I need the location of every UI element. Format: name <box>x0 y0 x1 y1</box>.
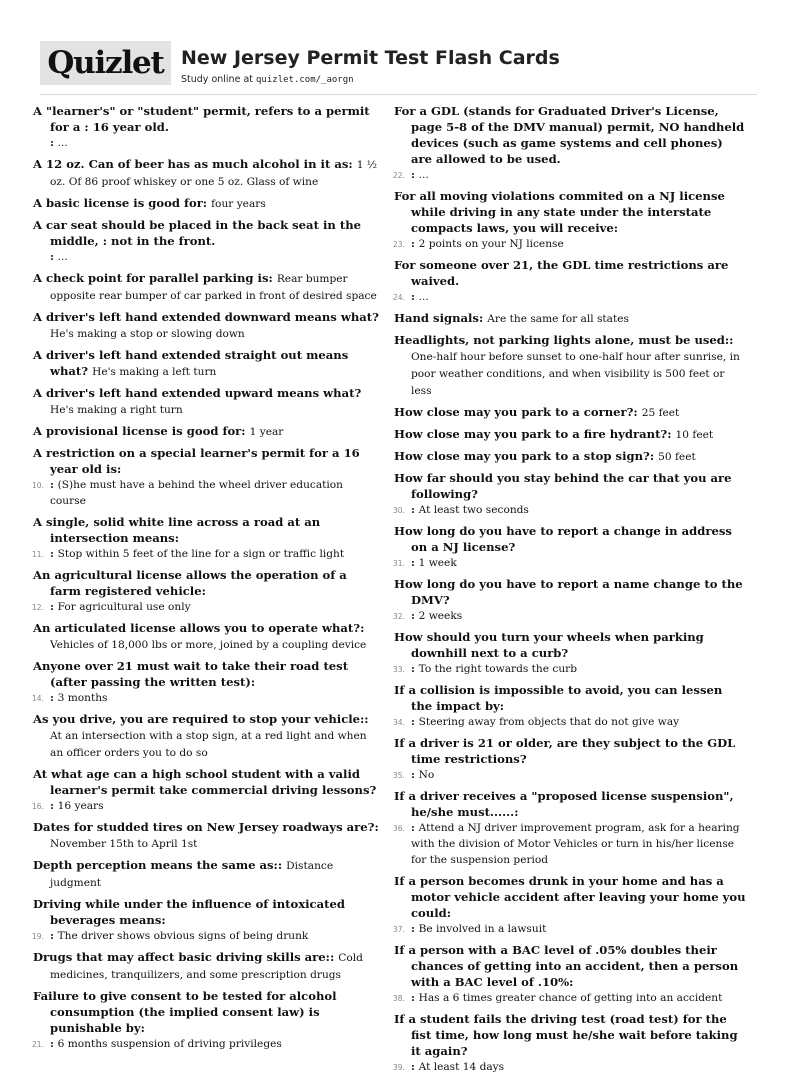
card-term <box>394 873 746 921</box>
card-definition: 1 year <box>249 426 284 438</box>
card-definition: Rear bumper opposite rear bumper of car parked in front of desired space <box>50 273 377 302</box>
flash-card <box>33 514 380 562</box>
card-definition-row <box>394 714 746 730</box>
card-term-text: If a student fails the driving test (road test) for the fist time, how long must he/she wait before taking it again? <box>394 1012 738 1058</box>
header-divider <box>40 94 757 95</box>
flash-card <box>33 385 380 418</box>
cards-column-right <box>394 103 746 1080</box>
card-colon: : <box>411 1061 419 1073</box>
card-term <box>33 949 380 983</box>
card-term <box>394 448 746 465</box>
card-colon: : <box>411 822 419 834</box>
card-term <box>33 156 380 190</box>
card-term <box>33 988 380 1036</box>
card-definition: Stop within 5 feet of the line for a sign or traffic light <box>57 548 345 560</box>
flash-card <box>394 682 746 730</box>
card-definition-row <box>33 135 380 151</box>
card-definition-row <box>394 1059 746 1075</box>
card-colon: : <box>50 692 58 704</box>
flash-card <box>394 310 746 327</box>
card-term-text: A check point for parallel parking is: <box>33 271 273 285</box>
flash-card <box>33 270 380 304</box>
card-definition: Are the same for all states <box>487 313 629 325</box>
card-number: 34. <box>393 718 405 727</box>
card-definition: No <box>418 769 435 781</box>
card-colon: : <box>411 238 419 250</box>
study-url-link[interactable]: quizlet.com/_aorgn <box>256 75 354 85</box>
card-term-text: An agricultural license allows the operation of a farm registered vehicle: <box>33 568 347 598</box>
card-definition: 3 months <box>57 692 108 704</box>
card-term-text: At what age can a high school student with a valid learner's permit take commercial driving lessons? <box>33 767 377 797</box>
card-colon: : <box>411 557 419 569</box>
card-definition-row <box>394 608 746 624</box>
card-term <box>33 217 380 249</box>
card-definition: To the right towards the curb <box>418 663 577 675</box>
flash-card <box>33 347 380 380</box>
card-colon: : <box>411 769 419 781</box>
card-definition-row <box>394 767 746 783</box>
card-term-text: How long do you have to report a change in address on a NJ license? <box>394 524 732 554</box>
card-definition: 1 ½ oz. Of 86 proof whiskey or one 5 oz. Glass of wine <box>50 159 378 188</box>
card-term <box>394 682 746 714</box>
card-term <box>33 857 380 891</box>
page-header <box>40 41 757 87</box>
card-term-text: A restriction on a special learner's permit for a 16 year old is: <box>33 446 360 476</box>
card-colon: : <box>411 923 419 935</box>
card-colon: : <box>50 800 58 812</box>
card-term-text: An articulated license allows you to operate what?: <box>33 621 365 635</box>
card-colon: : <box>50 930 58 942</box>
card-definition: He's making a left turn <box>92 366 217 378</box>
card-term <box>394 426 746 443</box>
card-term <box>394 404 746 421</box>
card-number: 21. <box>32 1040 44 1049</box>
card-term-text: A basic license is good for: <box>33 196 208 210</box>
card-term-text: Drugs that may affect basic driving skills are:: <box>33 950 335 964</box>
card-definition: Has a 6 times greater chance of getting into an accident <box>418 992 723 1004</box>
flash-card <box>33 156 380 190</box>
card-definition: ... <box>57 251 68 263</box>
card-term-text: A driver's left hand extended upward means what? <box>33 386 362 400</box>
card-number: 33. <box>393 665 405 674</box>
card-definition: ... <box>418 169 429 181</box>
card-term-text: How close may you park to a fire hydrant?: <box>394 427 672 441</box>
card-term <box>33 423 380 440</box>
card-colon: : <box>411 504 419 516</box>
flash-card <box>33 195 380 212</box>
card-definition-row <box>394 661 746 677</box>
card-number: 11. <box>32 550 44 559</box>
card-definition-row <box>394 990 746 1006</box>
card-definition: Attend a NJ driver improvement program, ask for a hearing with the division of Motor Vehicles or turn in his/her license for the suspension period <box>411 822 740 866</box>
card-term-text: A "learner's" or "student" permit, refers to a permit for a : 16 year old. <box>33 104 370 134</box>
flash-card <box>33 620 380 653</box>
flash-card <box>33 766 380 814</box>
card-term <box>394 1011 746 1059</box>
card-number: 31. <box>393 559 405 568</box>
flash-card <box>394 629 746 677</box>
card-definition: ... <box>418 291 429 303</box>
card-term-text: A driver's left hand extended straight out means what? <box>33 348 349 378</box>
card-definition: Distance judgment <box>50 860 334 889</box>
card-definition: 2 points on your NJ license <box>418 238 564 250</box>
card-definition: 25 feet <box>641 407 680 419</box>
card-definition-row <box>394 167 746 183</box>
card-term-text: A provisional license is good for: <box>33 424 246 438</box>
card-definition: At an intersection with a stop sign, at a red light and when an officer orders you to do so <box>50 730 367 759</box>
flash-card <box>394 257 746 305</box>
flash-card <box>394 188 746 252</box>
card-term-text: How close may you park to a corner?: <box>394 405 638 419</box>
card-term <box>33 766 380 798</box>
card-term <box>33 445 380 477</box>
card-term-text: How long do you have to report a name change to the DMV? <box>394 577 743 607</box>
card-term-text: Hand signals: <box>394 311 484 325</box>
flash-card <box>394 426 746 443</box>
card-term <box>394 470 746 502</box>
card-term <box>33 195 380 212</box>
card-term <box>33 270 380 304</box>
flash-card <box>394 404 746 421</box>
flash-card <box>394 735 746 783</box>
card-definition-row <box>33 1036 380 1052</box>
card-term-text: A car seat should be placed in the back seat in the middle, : not in the front. <box>33 218 361 248</box>
card-definition: At least two seconds <box>418 504 529 516</box>
flash-card <box>33 423 380 440</box>
card-colon: : <box>411 992 419 1004</box>
card-definition: For agricultural use only <box>57 601 191 613</box>
card-definition: He's making a stop or slowing down <box>50 328 245 340</box>
flash-card <box>394 576 746 624</box>
card-term-text: A single, solid white line across a road at an intersection means: <box>33 515 321 545</box>
card-term-text: Driving while under the influence of intoxicated beverages means: <box>33 897 345 927</box>
card-term-text: Failure to give consent to be tested for alcohol consumption (the implied consent law) is punishable by: <box>33 989 337 1035</box>
card-term <box>394 257 746 289</box>
card-term-text: For all moving violations commited on a NJ license while driving in any state under the interstate compacts laws, you will receive: <box>394 189 725 235</box>
card-definition: The driver shows obvious signs of being drunk <box>57 930 309 942</box>
flash-card <box>394 873 746 937</box>
card-definition: Cold medicines, tranquilizers, and some prescription drugs <box>50 952 363 981</box>
card-definition-row <box>33 546 380 562</box>
card-number: 24. <box>393 293 405 302</box>
card-term <box>394 735 746 767</box>
card-term-text: Headlights, not parking lights alone, must be used:: <box>394 333 734 347</box>
card-colon: : <box>411 663 419 675</box>
flash-card <box>33 567 380 615</box>
card-definition: One-half hour before sunset to one-half hour after sunrise, in poor weather conditions, and when visibility is 500 feet or less <box>411 351 740 397</box>
flash-card <box>394 942 746 1006</box>
card-number: 30. <box>393 506 405 515</box>
card-term-text: A driver's left hand extended downward means what? <box>33 310 379 324</box>
card-definition: He's making a right turn <box>50 404 183 416</box>
flash-card <box>33 819 380 852</box>
card-number: 23. <box>393 240 405 249</box>
flash-card <box>394 103 746 183</box>
card-term <box>394 523 746 555</box>
card-definition: 1 week <box>418 557 457 569</box>
card-term <box>394 942 746 990</box>
card-number: 36. <box>393 824 405 833</box>
flash-card <box>394 788 746 868</box>
card-colon: : <box>50 601 58 613</box>
card-definition: ... <box>57 137 68 149</box>
card-term <box>33 896 380 928</box>
card-definition-row <box>33 928 380 944</box>
card-number: 12. <box>32 603 44 612</box>
flash-card <box>33 949 380 983</box>
flash-card <box>394 448 746 465</box>
card-definition-row <box>33 249 380 265</box>
card-definition: 2 weeks <box>418 610 463 622</box>
card-definition-row <box>33 798 380 814</box>
card-definition: At least 14 days <box>418 1061 505 1073</box>
card-colon: : <box>50 251 58 263</box>
flash-card <box>33 857 380 891</box>
flash-card <box>33 896 380 944</box>
card-definition-row <box>394 502 746 518</box>
flash-card <box>33 658 380 706</box>
card-number: 14. <box>32 694 44 703</box>
card-term <box>394 788 746 820</box>
card-definition: 16 years <box>57 800 104 812</box>
card-colon: : <box>50 137 58 149</box>
card-term <box>394 332 746 399</box>
card-number: 35. <box>393 771 405 780</box>
card-number: 10. <box>32 481 44 490</box>
card-definition-row <box>33 477 380 509</box>
card-term <box>33 309 380 342</box>
card-definition: Steering away from objects that do not give way <box>418 716 680 728</box>
flash-card <box>33 217 380 265</box>
card-definition: 6 months suspension of driving privileges <box>57 1038 282 1050</box>
card-term <box>394 188 746 236</box>
card-colon: : <box>411 716 419 728</box>
card-term <box>394 310 746 327</box>
card-number: 39. <box>393 1063 405 1072</box>
card-colon: : <box>411 610 419 622</box>
card-term <box>33 567 380 599</box>
card-colon: : <box>411 169 419 181</box>
flash-card <box>33 445 380 509</box>
card-term-text: As you drive, you are required to stop your vehicle:: <box>33 712 369 726</box>
flash-card <box>394 523 746 571</box>
card-colon: : <box>411 291 419 303</box>
card-definition: (S)he must have a behind the wheel driver education course <box>50 479 343 507</box>
card-term-text: Dates for studded tires on New Jersey roadways are?: <box>33 820 379 834</box>
card-term-text: A 12 oz. Can of beer has as much alcohol in it as: <box>33 157 353 171</box>
card-term <box>33 385 380 418</box>
flash-card <box>33 309 380 342</box>
card-term <box>33 658 380 690</box>
card-definition-row <box>394 921 746 937</box>
card-number: 16. <box>32 802 44 811</box>
card-term-text: If a person with a BAC level of .05% doubles their chances of getting into an accident, then a person with a BAC level of .10%: <box>394 943 739 989</box>
card-colon: : <box>50 1038 58 1050</box>
card-number: 32. <box>393 612 405 621</box>
card-term <box>394 103 746 167</box>
card-term <box>33 514 380 546</box>
flash-card <box>394 470 746 518</box>
card-definition-row <box>394 236 746 252</box>
card-definition-row <box>394 555 746 571</box>
card-definition: 50 feet <box>658 451 696 463</box>
card-term <box>33 347 380 380</box>
card-term-text: For someone over 21, the GDL time restrictions are waived. <box>394 258 729 288</box>
card-definition-row <box>394 820 746 868</box>
card-colon: : <box>50 548 58 560</box>
card-definition-row <box>33 599 380 615</box>
card-term-text: If a driver is 21 or older, are they subject to the GDL time restrictions? <box>394 736 736 766</box>
card-term <box>394 629 746 661</box>
card-term <box>394 576 746 608</box>
card-number: 37. <box>393 925 405 934</box>
card-term-text: Depth perception means the same as:: <box>33 858 283 872</box>
card-definition-row <box>394 289 746 305</box>
card-number: 38. <box>393 994 405 1003</box>
card-term <box>33 620 380 653</box>
card-definition: four years <box>211 198 266 210</box>
study-prefix: Study online at <box>181 74 257 85</box>
flash-card <box>33 988 380 1052</box>
card-term <box>33 819 380 852</box>
flash-card <box>33 711 380 761</box>
card-term-text: If a person becomes drunk in your home and has a motor vehicle accident after leaving your home you could: <box>394 874 746 920</box>
card-term-text: For a GDL (stands for Graduated Driver's License, page 5-8 of the DMV manual) permit, NO handheld devices (such as game systems and cell phones) are allowed to be used. <box>394 104 745 166</box>
card-colon: : <box>50 479 58 491</box>
card-number: 22. <box>393 171 405 180</box>
cards-column-left <box>33 103 380 1057</box>
card-term-text: How far should you stay behind the car that you are following? <box>394 471 732 501</box>
quizlet-logo[interactable]: Quizlet <box>40 41 171 85</box>
flash-card <box>394 332 746 399</box>
page-title: New Jersey Permit Test Flash Cards <box>181 47 560 69</box>
card-term-text: How close may you park to a stop sign?: <box>394 449 655 463</box>
card-term-text: How should you turn your wheels when parking downhill next to a curb? <box>394 630 704 660</box>
card-number: 19. <box>32 932 44 941</box>
card-term <box>33 103 380 135</box>
flash-card <box>394 1011 746 1075</box>
card-term-text: If a driver receives a "proposed license suspension", he/she must......: <box>394 789 734 819</box>
flash-card <box>33 103 380 151</box>
card-definition: November 15th to April 1st <box>50 838 198 850</box>
card-definition: 10 feet <box>675 429 714 441</box>
card-term-text: If a collision is impossible to avoid, you can lessen the impact by: <box>394 683 723 713</box>
card-definition: Be involved in a lawsuit <box>418 923 547 935</box>
card-term-text: Anyone over 21 must wait to take their road test (after passing the written test): <box>33 659 349 689</box>
study-online-line <box>181 74 354 85</box>
card-definition-row <box>33 690 380 706</box>
card-term <box>33 711 380 761</box>
card-definition: Vehicles of 18,000 lbs or more, joined by a coupling device <box>50 639 367 651</box>
